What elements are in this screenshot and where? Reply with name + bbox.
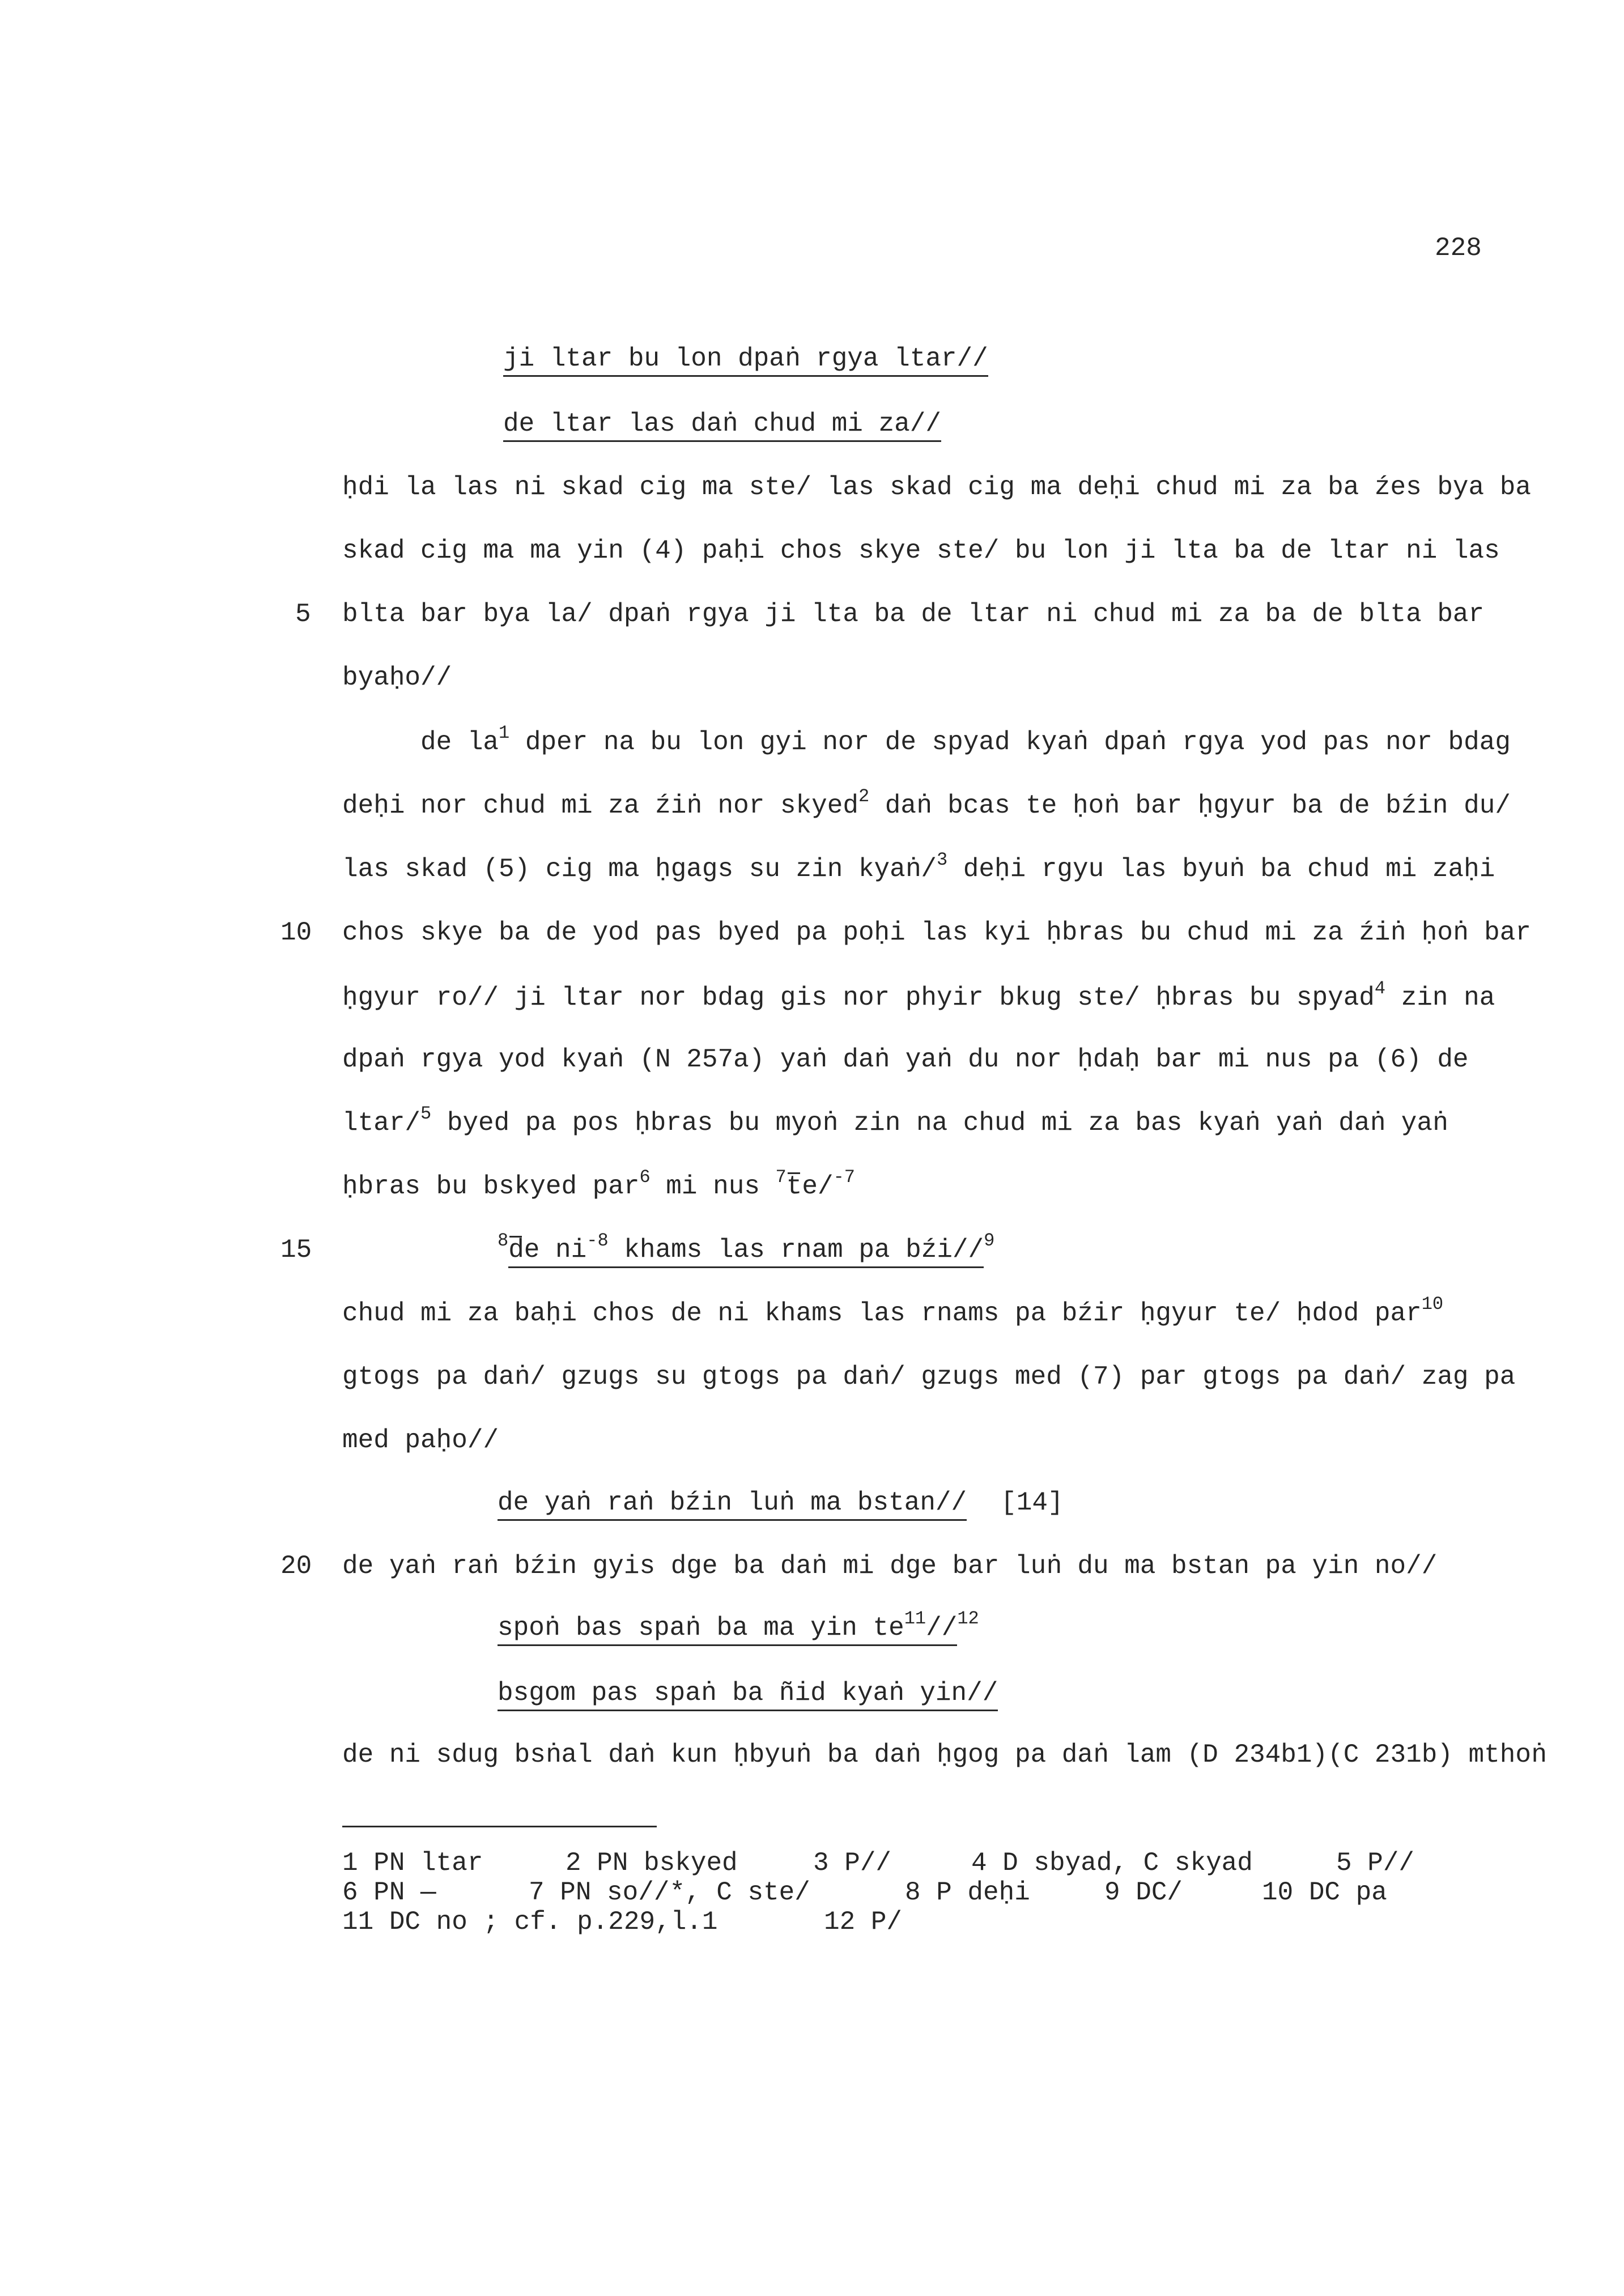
footnote-ref: -7 [833,1167,855,1188]
line-text: mi nus [650,1172,776,1201]
verse-text: ji ltar bu lon dpaṅ rgya ltar// [503,344,988,377]
footnote: 12 P/ [824,1907,903,1937]
line-text: byaḥo// [342,663,452,692]
footnote-ref: 8 [498,1230,509,1251]
prose-line [342,473,1531,502]
prose-line [342,1426,499,1455]
line-text: de ni sdug bsṅal daṅ kun ḥbyuṅ ba daṅ ḥgog pa daṅ lam (D 234b1)(C 231b) mthoṅ [342,1740,1547,1770]
line-text: de yaṅ raṅ bźin gyis dge ba daṅ mi dge bar luṅ du ma bstan pa yin no// [342,1551,1438,1581]
footnote-ref: 11 [904,1608,926,1629]
footnote: 8 P deḥi [905,1878,1030,1907]
line-text: med paḥo// [342,1426,499,1455]
footnote-ref: 5 [420,1103,432,1124]
prose-line [342,1103,1448,1140]
footnote-ref: -8 [586,1230,609,1251]
footnote: 7 PN so//*, C ste/ [529,1878,810,1907]
line-number: 15 [280,1235,312,1265]
line-text: chos skye ba de yod pas byed pa poḥi las kyi ḥbras bu chud mi za źiṅ ḥoṅ bar [342,918,1531,947]
prose-line [342,786,1511,823]
prose-line [342,1294,1444,1330]
line-text: zin na [1385,983,1495,1013]
prose-line [342,536,1500,566]
footnote: 2 PN bskyed [566,1848,738,1878]
prose-line [342,1362,1515,1392]
prose-line [342,978,1495,1015]
verse-line [498,1608,979,1645]
footnote: 3 P// [813,1848,892,1878]
line-text: ḥdi la las ni skad cig ma ste/ las skad cig ma deḥi chud mi za ba źes bya ba [342,473,1531,502]
verse-text: de yaṅ raṅ bźin luṅ ma bstan// [498,1488,967,1521]
footnote-ref: 3 [936,849,948,870]
footnote: 9 DC/ [1104,1878,1183,1907]
line-text: blta bar bya la/ dpaṅ rgya ji lta ba de ltar ni chud mi za ba de blta bar [342,599,1485,629]
verse-line [498,1488,1064,1517]
prose-line [342,663,452,692]
line-text: daṅ bcas te ḥoṅ bar ḥgyur ba de bźin du/ [869,791,1511,820]
verse-line [498,1230,995,1267]
line-text: de la [420,728,499,757]
footnote-rule [342,1826,657,1827]
footnote: 6 PN — [342,1878,436,1907]
page-number: 228 [1435,233,1482,263]
prose-line [342,1045,1469,1074]
line-number: 20 [280,1551,312,1581]
verse-line [503,409,941,439]
verse-text: khams las rnam pa bźi// [608,1235,984,1265]
footnote-ref: 1 [499,722,510,743]
verse-text: bsgom pas spaṅ ba ñid kyaṅ yin// [498,1678,998,1711]
prose-line [342,1167,855,1204]
line-text: skad cig ma ma yin (4) paḥi chos skye ste/ bu lon ji lta ba de ltar ni las [342,536,1500,566]
footnote-ref: 10 [1421,1294,1444,1315]
line-text: byed pa pos ḥbras bu myoṅ zin na chud mi za bas kyaṅ yaṅ daṅ yaṅ [431,1108,1448,1138]
footnote-ref: 9 [984,1230,995,1251]
footnote: 1 PN ltar [342,1848,483,1878]
prose-line [342,599,1484,629]
footnote: 4 D sbyad, C skyad [971,1848,1253,1878]
footnote: 11 DC no ; cf. p.229,l.1 [342,1907,718,1937]
line-text: dper na bu lon gyi nor de spyad kyaṅ dpaṅ rgya yod pas nor bdag [509,728,1511,757]
verse-underline [498,1608,958,1646]
line-text: gtogs pa daṅ/ gzugs su gtogs pa daṅ/ gzugs med (7) par gtogs pa daṅ/ zag pa [342,1362,1516,1392]
line-text: ḥbras bu bskyed par [342,1172,640,1201]
verse-line [498,1678,998,1708]
footnote-ref: 7 [775,1167,787,1188]
footnote-ref: 4 [1374,978,1386,999]
prose-line [342,1740,1547,1770]
footnote: 5 P// [1336,1848,1415,1878]
line-text: chud mi za baḥi chos de ni khams las rnams pa bźir ḥgyur te/ ḥdod par [342,1299,1422,1328]
prose-line [342,1551,1437,1581]
footnote-ref: 6 [639,1167,651,1188]
line-text: dpaṅ rgya yod kyaṅ (N 257a) yaṅ daṅ yaṅ du nor ḥdaḥ bar mi nus pa (6) de [342,1045,1469,1074]
verse-line [503,344,988,373]
line-number: 10 [280,918,312,947]
verse-underline [508,1230,984,1268]
verse-text: de ltar las daṅ chud mi za// [503,409,941,442]
footnote-ref: 2 [858,786,870,807]
line-text: ltar/ [342,1108,421,1138]
verse-text: de ni [508,1235,587,1265]
footnote: 10 DC pa [1262,1878,1387,1907]
line-text: deḥi nor chud mi za źiṅ nor skyed [342,791,858,820]
prose-line [342,918,1531,947]
verse-text: spoṅ bas spaṅ ba ma yin te [498,1613,904,1643]
verse-text: // [926,1613,958,1643]
prose-line [420,722,1511,759]
folio-ref: [14] [1001,1488,1064,1517]
line-text: te/ [786,1172,834,1201]
line-text: las skad (5) cig ma ḥgags su zin kyaṅ/ [342,854,937,884]
prose-line [342,849,1495,886]
footnote-ref: 12 [957,1608,979,1629]
line-number: 5 [295,599,311,629]
line-text: ḥgyur ro// ji ltar nor bdag gis nor phyir bkug ste/ ḥbras bu spyad [342,983,1375,1013]
line-text: deḥi rgyu las byuṅ ba chud mi zaḥi [947,854,1495,884]
